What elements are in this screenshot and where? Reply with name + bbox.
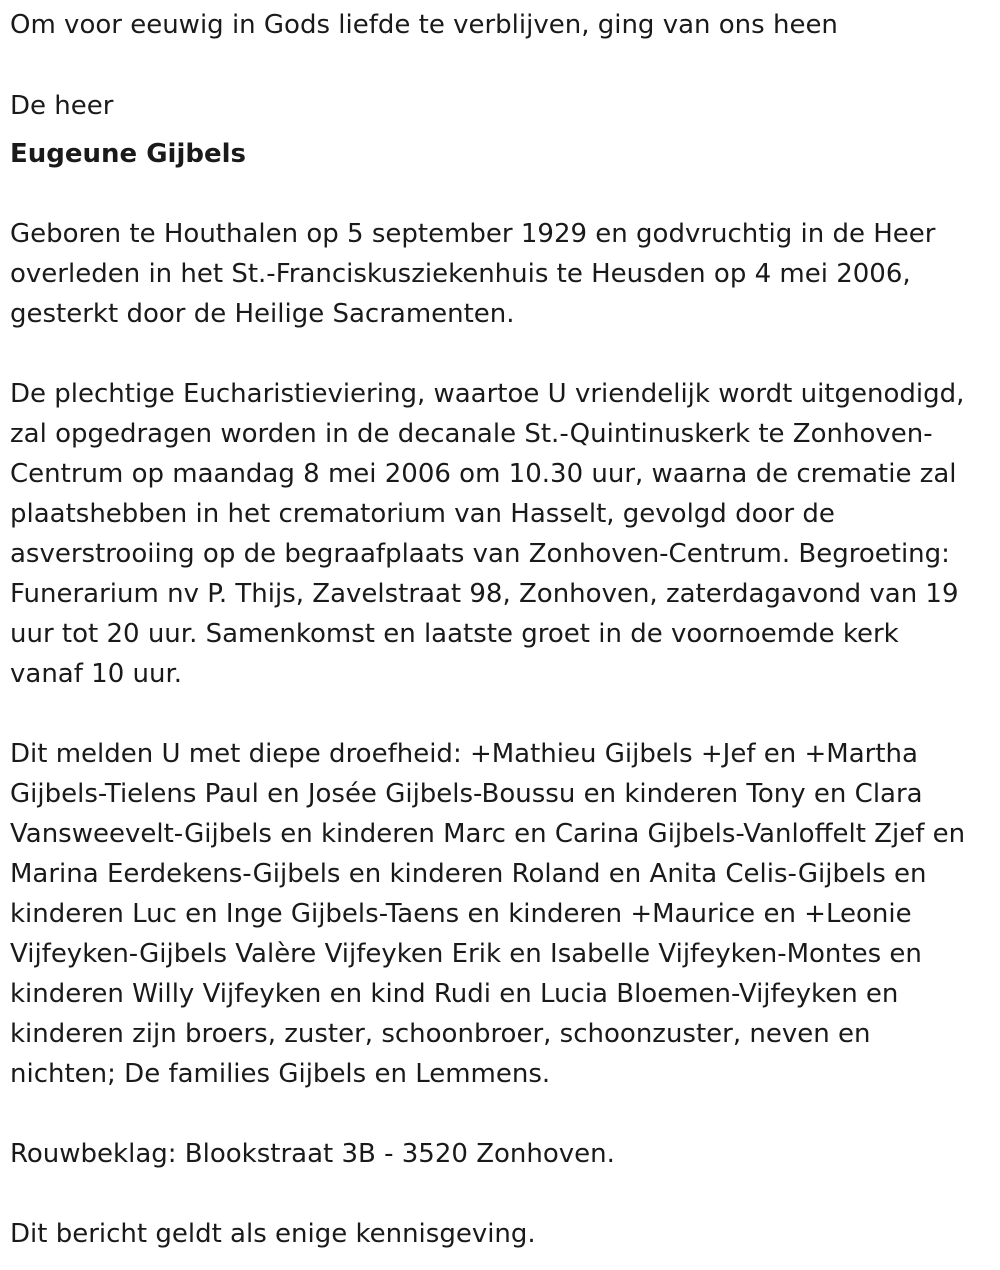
intro-text: Om voor eeuwig in Gods liefde te verblijven, ging van ons heen <box>10 10 838 40</box>
birth-death-line: Geboren te Houthalen op 5 september 1929 en godvruchtig in de Heer <box>10 219 936 249</box>
ceremony-line: uur tot 20 uur. Samenkomst en laatste groet in de voornoemde kerk <box>10 619 899 649</box>
ceremony-line: Centrum op maandag 8 mei 2006 om 10.30 uur, waarna de crematie zal <box>10 459 957 489</box>
family-line: Vansweevelt-Gijbels en kinderen Marc en Carina Gijbels-Vanloffelt Zjef en <box>10 819 966 849</box>
family-line: Vijfeyken-Gijbels Valère Vijfeyken Erik en Isabelle Vijfeyken-Montes en <box>10 939 922 969</box>
ceremony-line: vanaf 10 uur. <box>10 659 183 689</box>
family-line: Marina Eerdekens-Gijbels en kinderen Roland en Anita Celis-Gijbels en <box>10 859 927 889</box>
closing-text: Dit bericht geldt als enige kennisgeving. <box>10 1219 536 1249</box>
deceased-name: Eugeune Gijbels <box>10 139 247 169</box>
ceremony-line: zal opgedragen worden in de decanale St.-Quintinuskerk te Zonhoven- <box>10 419 933 449</box>
ceremony-line: Funerarium nv P. Thijs, Zavelstraat 98, Zonhoven, zaterdagavond van 19 <box>10 579 959 609</box>
ceremony-line: De plechtige Eucharistieviering, waartoe U vriendelijk wordt uitgenodigd, <box>10 379 965 409</box>
family-line: Gijbels-Tielens Paul en Josée Gijbels-Boussu en kinderen Tony en Clara <box>10 779 923 809</box>
family-line: kinderen zijn broers, zuster, schoonbroer, schoonzuster, neven en <box>10 1019 871 1049</box>
ceremony-line: plaatshebben in het crematorium van Hasselt, gevolgd door de <box>10 499 835 529</box>
birth-death-line: overleden in het St.-Franciskusziekenhuis te Heusden op 4 mei 2006, <box>10 259 911 289</box>
family-line: kinderen Luc en Inge Gijbels-Taens en kinderen +Maurice en +Leonie <box>10 899 912 929</box>
ceremony-line: asverstrooiing op de begraafplaats van Zonhoven-Centrum. Begroeting: <box>10 539 950 569</box>
family-line: kinderen Willy Vijfeyken en kind Rudi en Lucia Bloemen-Vijfeyken en <box>10 979 899 1009</box>
salutation: De heer <box>10 91 114 121</box>
family-line: Dit melden U met diepe droefheid: +Mathieu Gijbels +Jef en +Martha <box>10 739 918 769</box>
birth-death-line: gesterkt door de Heilige Sacramenten. <box>10 299 515 329</box>
condolence-address: Rouwbeklag: Blookstraat 3B - 3520 Zonhoven. <box>10 1139 615 1169</box>
family-line: nichten; De families Gijbels en Lemmens. <box>10 1059 551 1089</box>
